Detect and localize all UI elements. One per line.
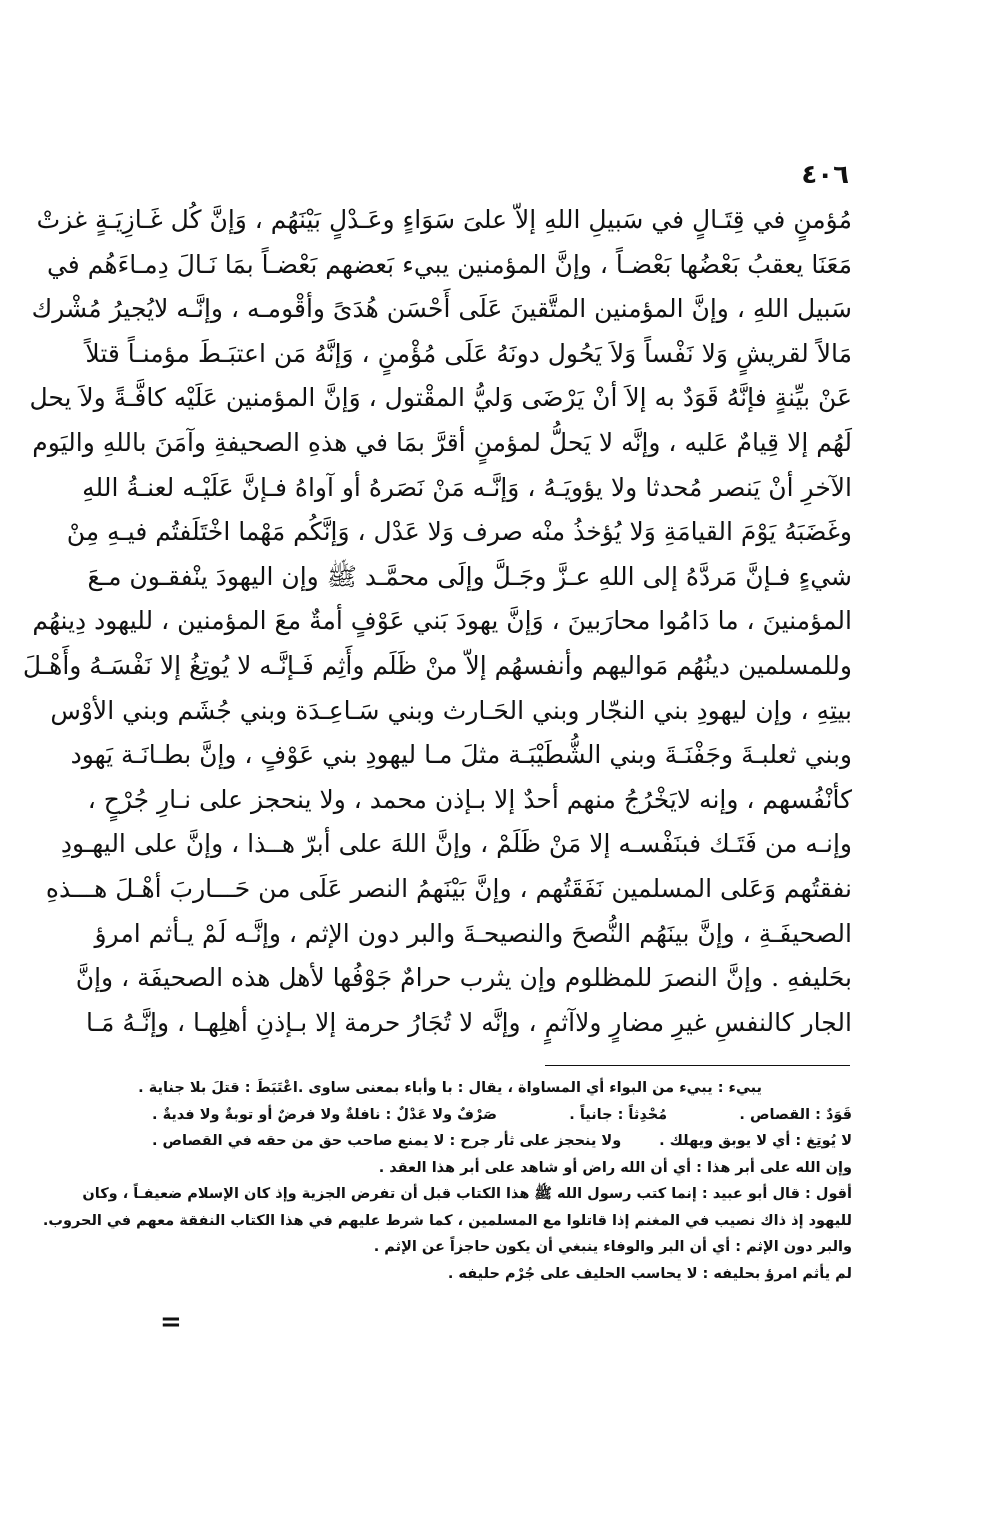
footnote-entry: صَرْفٌ ولا عَدْلٌ : نافلةٌ ولا فرضٌ أو توبةٌ ولا فديةٌ .: [152, 1106, 497, 1123]
text-line: الصحيفَـةِ ، وإنَّ بينَهُم النُّصحَ والنصيحـةَ والبر دون الإثم ، وإنَّـه لَمْ يـأثم امرؤ: [94, 918, 852, 948]
end-mark: =: [160, 1307, 182, 1337]
text-line: بيتِهِ ، وإن ليهودِ بني النجّار وبني الحَـارث وبني سَـاعِـدَة وبني جُشَم وبني الأوْس: [50, 695, 852, 725]
footnote-line: أقول : قال أبو عبيد : إنما كتب رسول الله ﷺ هذا الكتاب قبل أن تفرض الجزية وإذ كان الإسلام ضعيفـاً ، وكان: [82, 1186, 852, 1202]
text-line: لَهُم إلا قِيامٌ عَليه ، وإنَّه لا يَحلُّ لمؤمنٍ أقرَّ بمَا في هذهِ الصحيفةِ وآمَنَ باللهِ واليَوم: [32, 427, 852, 457]
text-line: كأنْفُسهم ، وإنه لايَخْرُجُ منهم أحدٌ إلا بـإذن محمد ، ولا ينحجز على نـارِ جُرْحٍ ،: [87, 784, 852, 814]
text-line: نفقتُهم وَعَلى المسلمين نَفَقَتُهم ، وإنَّ بَيْنَهمُ النصر عَلَى من حَـــاربَ أهْـلَ هـــذهِ: [45, 873, 852, 903]
footnote-entry: مُحْدِثاً : جانياً .: [569, 1106, 668, 1123]
footnote-line: والبر دون الإثم : أي أن البر والوفاء ينبغي أن يكون حاجزاً عن الإثم .: [373, 1239, 852, 1255]
text-line: الآخرِ أنْ يَنصر مُحدثا ولا يؤويَـهُ ، وَإنَّـه مَنْ نَصَرهُ أو آواهُ فـإنَّ عَلَيْـه لعنـةُ اللهِ: [82, 472, 852, 502]
footnote-entry: لا يُوتِغ : أي لا يوبق ويهلك .: [659, 1133, 852, 1149]
text-line: وغَضَبَهُ يَوْمَ القيامَةِ وَلا يُؤخذُ منْه صرف وَلا عَدْل ، وَإنَّكُم مَهْما اخْتَلَفتُم فيـهِ مِنْ: [66, 517, 852, 547]
footnotes: [42, 1075, 852, 1287]
footnote-divider: [545, 1065, 850, 1066]
footnote-line: [138, 1075, 852, 1102]
footnote-entry: اعْتَبَطَ : قتلَ بلا جناية .: [138, 1080, 298, 1096]
text-line: سَبيل اللهِ ، وإنَّ المؤمنين المتَّقينَ عَلَى أَحْسَن هُدَىً وأقْومـه ، وإنَّـه لايُجيرُ مُشْرك: [31, 294, 852, 324]
footnote-entry: ولا ينحجز على ثأر جرح : لا يمنع صاحب حق من حقه في القصاص .: [152, 1133, 622, 1149]
footnote-line: [152, 1102, 852, 1129]
text-line: وبني ثعلبـةَ وجَفْنَـةَ وبني الشُّطَيْبَـة مثلَ مـا ليهودِ بني عَوْفٍ ، وإنَّ بطـانَـة يَهود: [70, 740, 852, 770]
text-line: وإنـه من فَتَـك فبنَفْسـه إلا مَنْ ظَلَمْ ، وإنَّ اللهَ على أبرّ هــذا ، وإنَّ على اليهـودِ: [60, 829, 852, 859]
footnote-line: لم يأثم امرؤ بحليفه : لا يحاسب الحليف على جُرْم حليفه .: [447, 1265, 852, 1282]
text-line: عَنْ بيِّنةٍ فإنَّهُ قَوَدٌ به إلاَ أنْ يَرْضَى وَليُّ المقْتول ، وَإنَّ المؤمنين عَلَيْه كافَّـةً ولاَ يحل: [29, 383, 852, 413]
main-text: [22, 198, 852, 1045]
text-line: وللمسلمين دينُهُم مَواليهم وأنفسهُم إلاّ منْ ظَلَم وأَثِم فَـإنَّـه لا يُوتِغُ إلا نَفْسَـهُ وأَهْـلَ: [22, 650, 852, 680]
text-line: المؤمنينَ ، ما دَامُوا محارَبينَ ، وَإنَّ يهودَ بَني عَوْفٍ أمةٌ معَ المؤمنين ، لليهود دِينهُم: [32, 606, 852, 636]
text-line: الجار كالنفسِ غيرِ مضارٍ ولاآثمٍ ، وإنَّه لا تُجَارُ حرمة إلا بـإذنِ أهلِهـا ، وإنَّـهُ مَـا: [86, 1007, 852, 1037]
text-line: مَعَنَا يعقبُ بَعْضُها بَعْضـاً ، وإنَّ المؤمنين يبيء بَعضهم بَعْضـاً بمَا نَـالَ دِمـاءَهُم في: [46, 249, 852, 279]
footnote-entry: يبيء : يبيء من البواء أي المساواة ، يقال : با وأباء بمعنى ساوى .: [297, 1080, 762, 1096]
page-number: ٤٠٦: [801, 160, 849, 190]
footnote-line: [152, 1128, 852, 1155]
text-line: مُؤمنٍ في قِتَـالٍ في سَبيلِ اللهِ إلاّ علىَ سَوَاءٍ وعَـدْلٍ بَيْنَهُم ، وَإنَّ كُل غَـازِيَـةٍ غزتْ: [36, 205, 852, 234]
footnote-line: وإن الله على أبر هذا : أي أن الله راض أو شاهد على أبر هذا العقد .: [378, 1159, 852, 1176]
text-line: بحَليفهِ . وإنَّ النصرَ للمظلوم وإن يثرب حرامٌ جَوْفُها لأهل هذه الصحيفَة ، وإنَّ: [75, 963, 852, 993]
text-line: مَالاً لقريشٍ وَلا نَفْساً وَلاَ يَحُول دونَهُ عَلَى مُؤْمنٍ ، وَإنَّهُ مَن اعتبَـطَ مؤمنـاً قتلاً: [85, 338, 852, 368]
footnote-line: لليهود إذ ذاك نصيب في المغنم إذا قاتلوا مع المسلمين ، كما شرط عليهم في هذا الكتاب النفقة معهم في الحروب.: [42, 1212, 852, 1229]
footnote-entry: قَوَدٌ : القصاص .: [739, 1106, 852, 1123]
text-line: شيءٍ فـإنَّ مَردَّهُ إلى اللهِ عـزَّ وجَـلَّ وإلَى محمَّـد ﷺ وإن اليهودَ ينْفقـون مـعَ: [87, 561, 852, 591]
